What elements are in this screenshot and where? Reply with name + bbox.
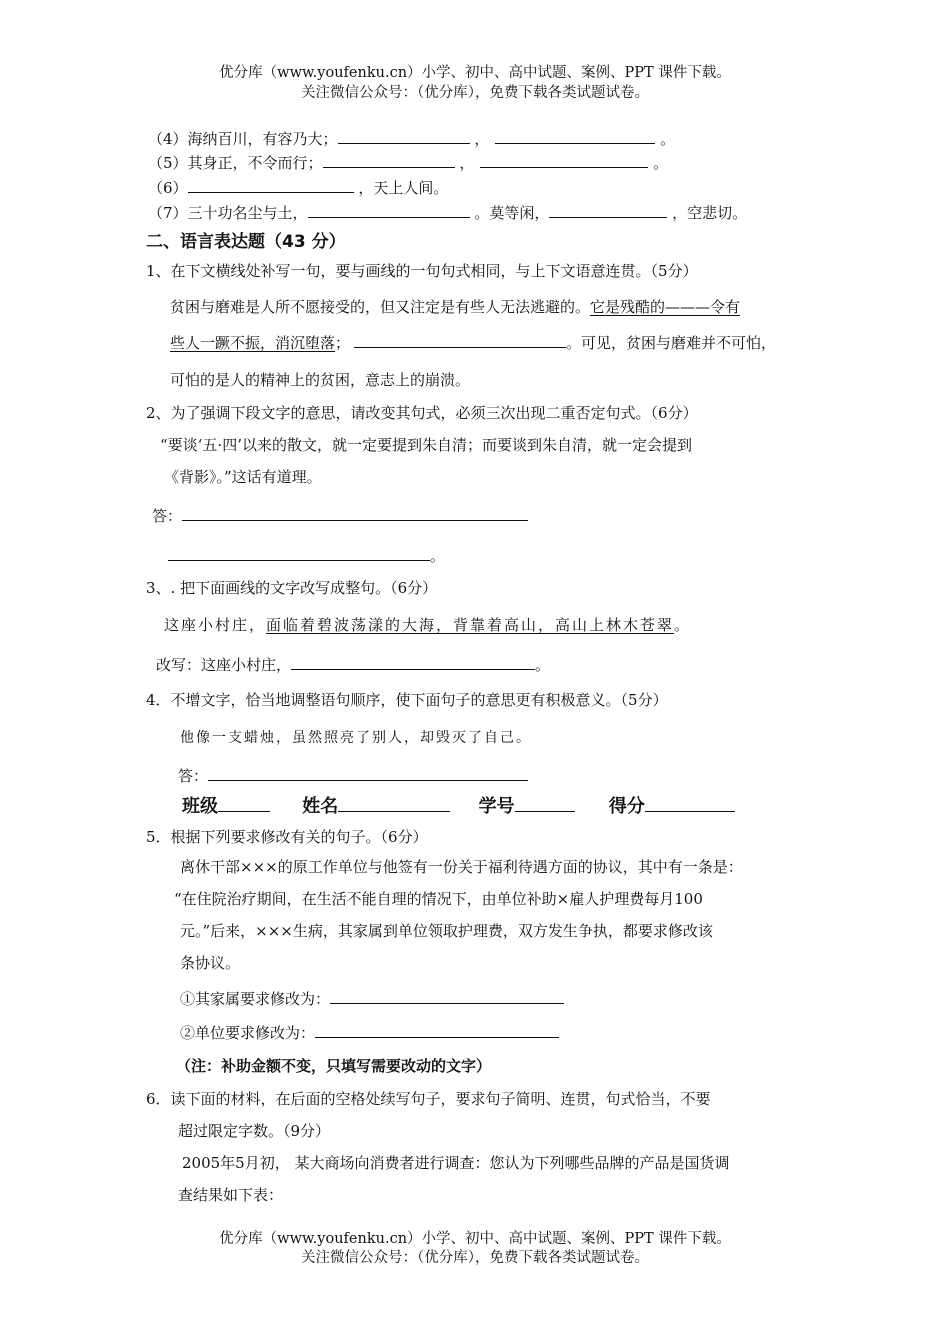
item-7-end: ，空悲切。 <box>672 204 748 222</box>
item-4-sep: ， <box>474 130 490 148</box>
q2-answer-end: 。 <box>430 547 446 565</box>
q1-line-1-underlined: 它是残酷的———令有 <box>590 298 741 316</box>
q5-family-label: ①其家属要求修改为： <box>180 990 331 1008</box>
q5-family-row <box>180 988 564 1009</box>
item-4-blank-1[interactable] <box>338 129 470 144</box>
q6-material-2: 查结果如下表： <box>178 1186 284 1204</box>
name-label: 姓名 <box>302 796 339 817</box>
q2-answer-blank-1[interactable] <box>182 506 528 521</box>
q3-sentence-underlined: 面临着碧波荡漾的大海，背靠着高山，高山上林木苍翠 <box>266 616 675 634</box>
item-6-end: ，天上人间。 <box>358 179 449 197</box>
header-line-1: 优分库（www.youfenku.cn）小学、初中、高中试题、案例、PPT 课件下载。 <box>219 65 731 81</box>
q1-line-2-semicolon: ； <box>335 334 351 352</box>
q2-answer-line-1 <box>152 505 528 526</box>
item-6-text: （6） <box>148 179 188 197</box>
student-info-row <box>182 792 735 818</box>
item-7-mid: 。莫等闲， <box>474 204 550 222</box>
score-field[interactable] <box>645 795 735 812</box>
q3-sentence-plain: 这座小村庄， <box>164 616 267 634</box>
item-5-text: （5）其身正，不令而行； <box>148 154 323 172</box>
q3-rewrite-label: 改写：这座小村庄， <box>156 656 292 674</box>
item-7-blank-1[interactable] <box>308 203 470 218</box>
header-line-2: 关注微信公众号：（优分库），免费下载各类试题试卷。 <box>301 85 649 101</box>
q1-answer-blank[interactable] <box>354 333 566 348</box>
student-id-field[interactable] <box>515 795 575 812</box>
q2-answer-blank-2[interactable] <box>168 546 430 561</box>
q3-sentence <box>164 614 691 635</box>
item-5-end: 。 <box>653 154 669 172</box>
q6-material-1: 2005年5月初， 某大商场向消费者进行调查：您认为下列哪些品牌的产品是国货调 <box>182 1154 730 1172</box>
item-7-text: （7）三十功名尘与土， <box>148 204 308 222</box>
q3-rewrite-end: 。 <box>535 656 551 674</box>
q5-line-4: 条协议。 <box>180 954 241 972</box>
class-label: 班级 <box>182 796 218 817</box>
recitation-item-7 <box>148 202 747 223</box>
q4-sentence: 他像一支蜡烛，虽然照亮了别人，却毁灭了自己。 <box>180 730 532 746</box>
q2-quote-2: 《背影》。”这话有道理。 <box>164 468 322 486</box>
item-5-blank-2[interactable] <box>480 153 648 168</box>
student-id-label: 学号 <box>478 796 515 817</box>
item-4-text: （4）海纳百川，有容乃大； <box>148 130 338 148</box>
q1-line-2-underlined: 些人一蹶不振，消沉堕落 <box>170 334 336 352</box>
q6-prompt-1: 6．读下面的材料，在后面的空格处续写句子，要求句子简明、连贯，句式恰当，不要 <box>146 1090 711 1108</box>
q1-line-3: 可怕的是人的精神上的贫困，意志上的崩溃。 <box>170 371 471 389</box>
q1-line-1 <box>170 296 740 317</box>
q1-line-1-plain: 贫困与磨难是人所不愿接受的，但又注定是有些人无法逃避的。 <box>170 298 591 316</box>
q2-answer-label: 答： <box>152 507 183 525</box>
q2-quote-1: “要谈‘五·四’以来的散文，就一定要提到朱自清；而要谈到朱自清，就一定会提到 <box>160 436 692 454</box>
q5-line-2: “在住院治疗期间，在生活不能自理的情况下，由单位补助×雇人护理费每月100 <box>174 890 703 908</box>
q3-rewrite <box>156 654 550 675</box>
q5-line-3: 元。”后来，×××生病，其家属到单位领取护理费，双方发生争执，都要求修改该 <box>180 922 713 940</box>
q1-prompt: 1、在下文横线处补写一句，要与画线的一句句式相同，与上下文语意连贯。（5分） <box>146 262 698 280</box>
q3-prompt: 3、. 把下面画线的文字改写成整句。（6分） <box>146 579 438 597</box>
recitation-item-5 <box>148 152 668 173</box>
recitation-item-6 <box>148 177 448 198</box>
item-4-blank-2[interactable] <box>495 129 655 144</box>
score-label: 得分 <box>608 796 645 817</box>
q5-family-blank[interactable] <box>330 989 564 1004</box>
item-5-sep: ， <box>459 154 475 172</box>
q5-line-1: 离休干部×××的原工作单位与他签有一份关于福利待遇方面的协议，其中有一条是： <box>180 858 743 876</box>
q5-prompt: 5．根据下列要求修改有关的句子。（6分） <box>146 828 428 846</box>
item-4-end: 。 <box>660 130 676 148</box>
item-7-blank-2[interactable] <box>549 203 667 218</box>
q4-answer-blank[interactable] <box>208 766 528 781</box>
q6-prompt-2: 超过限定字数。（9分） <box>178 1122 331 1140</box>
q2-answer-line-2 <box>168 545 445 566</box>
q5-unit-blank[interactable] <box>315 1023 559 1038</box>
section-2-title: 二、语言表达题（43 分） <box>146 232 346 252</box>
q1-line-2-after: 。可见，贫困与磨难并不可怕， <box>566 334 777 352</box>
item-5-blank-1[interactable] <box>323 153 455 168</box>
q1-line-2 <box>170 332 776 353</box>
q3-sentence-end: 。 <box>674 616 692 634</box>
item-6-blank[interactable] <box>188 178 354 193</box>
recitation-item-4 <box>148 128 675 149</box>
q4-answer-label: 答： <box>178 767 209 785</box>
q4-answer <box>178 765 528 786</box>
q2-prompt: 2、为了强调下段文字的意思，请改变其句式，必须三次出现二重否定句式。（6分） <box>146 404 698 422</box>
q3-rewrite-blank[interactable] <box>291 655 535 670</box>
name-field[interactable] <box>338 795 450 812</box>
q5-note: （注：补助金额不变，只填写需要改动的文字） <box>176 1057 492 1075</box>
q5-unit-row <box>180 1022 559 1043</box>
q5-unit-label: ②单位要求修改为： <box>180 1024 316 1042</box>
q4-prompt: 4．不增文字，恰当地调整语句顺序，使下面句子的意思更有积极意义。（5分） <box>146 691 668 709</box>
class-field[interactable] <box>218 795 270 812</box>
footer-line-2: 关注微信公众号：（优分库），免费下载各类试题试卷。 <box>301 1250 649 1266</box>
footer-line-1: 优分库（www.youfenku.cn）小学、初中、高中试题、案例、PPT 课件下载。 <box>219 1231 731 1247</box>
